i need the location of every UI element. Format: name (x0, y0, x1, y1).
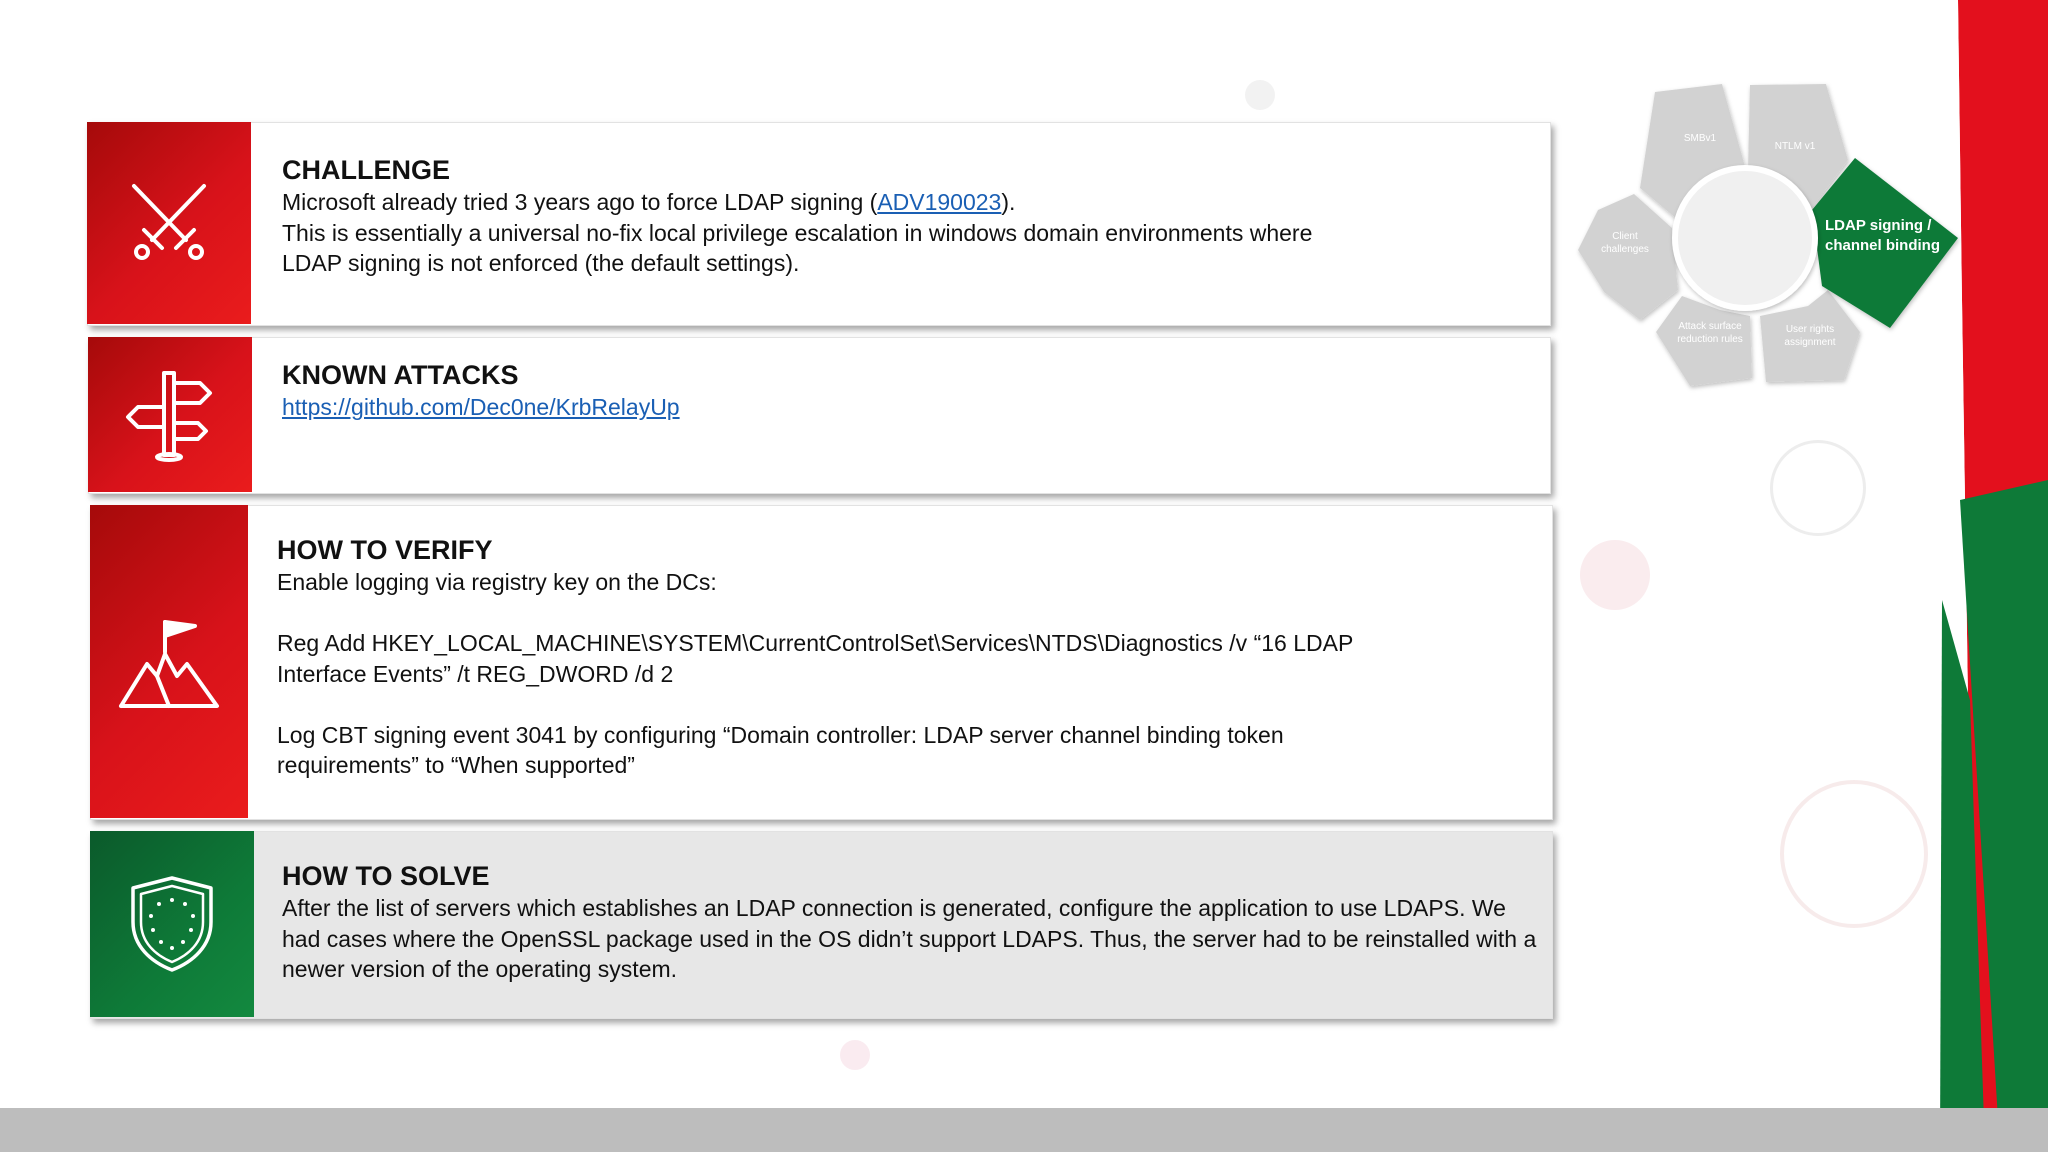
label-ldap: LDAP signing / channel binding (1825, 217, 1940, 254)
verify-line-4: Log CBT signing event 3041 by configuring “Domain controller: LDAP server channel binding token (277, 721, 1284, 748)
verify-line-3: Interface Events” /t REG_DWORD /d 2 (277, 660, 674, 687)
challenge-line-2: This is essentially a universal no-fix local privilege escalation in windows domain environments where (282, 219, 1313, 246)
background-bubble (1245, 80, 1275, 110)
solve-line-2: had cases where the OpenSSL package used in the OS didn’t support LDAPS. Thus, the server had to be reinstalled with a (282, 925, 1537, 952)
background-bubble (840, 1040, 870, 1070)
advisory-link[interactable]: ADV190023 (877, 189, 1002, 215)
how-to-solve-icon-box (90, 831, 254, 1017)
bottom-bar (0, 1108, 2048, 1152)
background-bubble (1580, 540, 1650, 610)
mountain-flag-icon (117, 614, 221, 710)
known-attacks-text (282, 358, 680, 423)
segment-client (1578, 194, 1678, 320)
known-attacks-title: KNOWN ATTACKS (282, 360, 519, 390)
how-to-verify-text (277, 533, 1353, 781)
label-client: Client challenges (1601, 231, 1649, 255)
known-attacks-icon-box (88, 337, 252, 492)
challenge-title: CHALLENGE (282, 155, 450, 185)
crossed-swords-icon (124, 178, 214, 268)
solve-line-3: newer version of the operating system. (282, 956, 678, 982)
verify-line-5: requirements” to “When supported” (277, 752, 635, 778)
background-bubble (1780, 780, 1928, 928)
security-topics-diagram (1560, 70, 1980, 400)
label-attack-surface: Attack surface reduction rules (1677, 321, 1743, 345)
label-user-rights: User rights assignment (1784, 324, 1836, 348)
verify-line-1: Enable logging via registry key on the DCs: (277, 569, 717, 595)
background-bubble (1770, 440, 1866, 536)
krbrelayup-link[interactable]: https://github.com/Dec0ne/KrbRelayUp (282, 394, 680, 420)
solve-line-1: After the list of servers which establishes an LDAP connection is generated, configure the application to use LDAPS. We (282, 895, 1506, 921)
how-to-verify-icon-box (90, 505, 248, 818)
challenge-icon-box (87, 122, 251, 324)
label-smbv1: SMBv1 (1683, 133, 1717, 144)
diagram-center (1675, 168, 1815, 308)
challenge-text (282, 153, 1312, 279)
challenge-line-3: LDAP signing is not enforced (the default settings). (282, 250, 800, 276)
shield-icon (127, 874, 217, 974)
label-ntlm: NTLM v1 (1774, 141, 1816, 152)
how-to-solve-text (282, 859, 1536, 985)
verify-line-2: Reg Add HKEY_LOCAL_MACHINE\SYSTEM\CurrentControlSet\Services\NTDS\Diagnostics /v “16 LDAP (277, 630, 1354, 656)
challenge-line-1: Microsoft already tried 3 years ago to force LDAP signing (ADV190023). (282, 189, 1016, 215)
signpost-icon (122, 367, 218, 463)
how-to-solve-title: HOW TO SOLVE (282, 861, 490, 891)
how-to-verify-title: HOW TO VERIFY (277, 535, 493, 565)
